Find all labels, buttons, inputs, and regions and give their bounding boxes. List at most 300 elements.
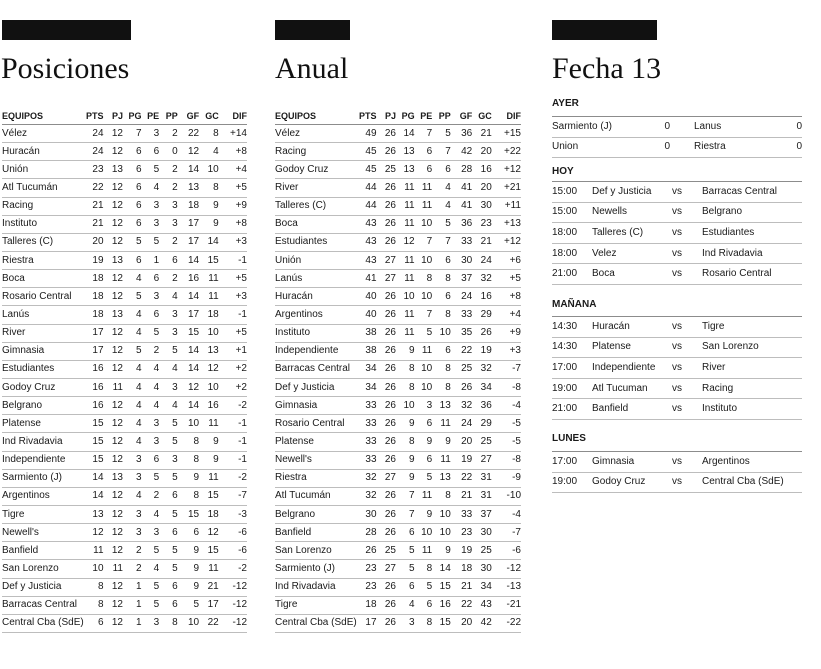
stat-cell: 4	[123, 306, 142, 324]
table-row	[275, 451, 521, 469]
stat-cell: -8	[492, 451, 521, 469]
stat-cell: 21	[84, 197, 104, 215]
vs-label: vs	[672, 358, 702, 379]
fixture-row	[552, 452, 802, 473]
stat-cell: 22	[178, 125, 199, 143]
stat-cell: 5	[142, 161, 160, 179]
stat-cell: 10	[432, 505, 451, 523]
stat-cell: 36	[451, 215, 472, 233]
table-row	[275, 542, 521, 560]
home-team: Talleres (C)	[592, 223, 672, 244]
column-header-gc: GC	[472, 108, 492, 125]
stat-cell: 6	[415, 415, 433, 433]
home-team: Boca	[592, 264, 672, 285]
stat-cell: 49	[357, 125, 377, 143]
stat-cell: 33	[451, 233, 472, 251]
ayer-results	[552, 116, 802, 158]
stat-cell: 29	[472, 306, 492, 324]
stat-cell: 21	[472, 125, 492, 143]
stat-cell: 4	[142, 360, 160, 378]
stat-cell: 26	[377, 288, 396, 306]
stat-cell: 43	[357, 215, 377, 233]
team-name: Belgrano	[2, 397, 84, 415]
stat-cell: 21	[472, 233, 492, 251]
stat-cell: 5	[123, 288, 142, 306]
home-team: Sarmiento (J)	[552, 117, 660, 138]
stat-cell: 5	[415, 578, 433, 596]
stat-cell: 3	[142, 415, 160, 433]
fixture-row	[552, 358, 802, 379]
away-team: Belgrano	[702, 202, 802, 223]
stat-cell: 25	[472, 433, 492, 451]
stat-cell: 6	[142, 143, 160, 161]
stat-cell: 5	[159, 342, 178, 360]
table-row	[275, 524, 521, 542]
stat-cell: 6	[178, 524, 199, 542]
table-row	[275, 288, 521, 306]
stat-cell: 10	[415, 251, 433, 269]
stat-cell: 5	[142, 596, 160, 614]
stat-cell: 6	[123, 143, 142, 161]
stat-cell: 5	[396, 560, 415, 578]
table-row	[275, 270, 521, 288]
team-name: Riestra	[2, 251, 84, 269]
stat-cell: -7	[219, 487, 247, 505]
table-row	[2, 614, 247, 632]
home-team: Atl Tucuman	[592, 378, 672, 399]
stat-cell: 6	[142, 306, 160, 324]
stat-cell: 16	[84, 360, 104, 378]
away-team: Central Cba (SdE)	[702, 472, 802, 493]
stat-cell: 3	[123, 451, 142, 469]
stat-cell: 30	[472, 560, 492, 578]
stat-cell: 26	[377, 342, 396, 360]
stat-cell: 11	[104, 378, 123, 396]
stat-cell: 16	[472, 161, 492, 179]
stat-cell: 4	[159, 397, 178, 415]
stat-cell: 19	[84, 251, 104, 269]
table-row	[2, 179, 247, 197]
stat-cell: 3	[142, 125, 160, 143]
stat-cell: 3	[142, 288, 160, 306]
stat-cell: 44	[357, 197, 377, 215]
away-team: Estudiantes	[702, 223, 802, 244]
stat-cell: 38	[357, 324, 377, 342]
stat-cell: 22	[451, 342, 472, 360]
stat-cell: 10	[415, 524, 433, 542]
stat-cell: 5	[123, 233, 142, 251]
team-name: Belgrano	[275, 505, 357, 523]
stat-cell: 14	[178, 342, 199, 360]
home-team: Banfield	[592, 399, 672, 420]
stat-cell: 11	[396, 306, 415, 324]
stat-cell: 26	[377, 451, 396, 469]
stat-cell: 2	[159, 161, 178, 179]
stat-cell: 11	[104, 560, 123, 578]
team-name: Boca	[275, 215, 357, 233]
team-name: Estudiantes	[2, 360, 84, 378]
stat-cell: 10	[178, 415, 199, 433]
stat-cell: 11	[396, 197, 415, 215]
stat-cell: 32	[357, 469, 377, 487]
stat-cell: 8	[432, 270, 451, 288]
home-team: Gimnasia	[592, 452, 672, 473]
anual-title: Anual	[275, 52, 349, 85]
stat-cell: 45	[357, 143, 377, 161]
stat-cell: 26	[377, 233, 396, 251]
column-header-pp: PP	[159, 108, 178, 125]
stat-cell: 6	[415, 596, 433, 614]
stat-cell: 12	[178, 143, 199, 161]
match-time: 18:00	[552, 243, 592, 264]
stat-cell: +5	[219, 179, 247, 197]
stat-cell: -9	[492, 469, 521, 487]
stat-cell: 26	[357, 542, 377, 560]
stat-cell: 12	[104, 270, 123, 288]
stat-cell: 25	[377, 542, 396, 560]
table-row	[2, 324, 247, 342]
stat-cell: 13	[396, 143, 415, 161]
stat-cell: +5	[219, 324, 247, 342]
table-row	[2, 288, 247, 306]
stat-cell: 8	[84, 578, 104, 596]
stat-cell: 28	[357, 524, 377, 542]
stat-cell: 12	[104, 197, 123, 215]
stat-cell: 4	[396, 596, 415, 614]
team-name: River	[2, 324, 84, 342]
table-row	[2, 360, 247, 378]
stat-cell: -3	[219, 505, 247, 523]
stat-cell: +2	[219, 378, 247, 396]
table-row	[275, 378, 521, 396]
table-row	[2, 378, 247, 396]
column-header-pg: PG	[123, 108, 142, 125]
stat-cell: 3	[142, 215, 160, 233]
anual-header-row	[275, 108, 521, 125]
stat-cell: 1	[123, 596, 142, 614]
stat-cell: 12	[104, 215, 123, 233]
table-row	[2, 505, 247, 523]
table-row	[275, 179, 521, 197]
table-row	[275, 125, 521, 143]
result-row	[552, 137, 802, 158]
team-name: Central Cba (SdE)	[2, 614, 84, 632]
stat-cell: 12	[396, 233, 415, 251]
table-row	[2, 469, 247, 487]
stat-cell: 4	[123, 324, 142, 342]
stat-cell: 13	[104, 251, 123, 269]
stat-cell: 17	[178, 233, 199, 251]
hoy-fixtures	[552, 181, 802, 285]
stat-cell: 7	[415, 233, 433, 251]
stat-cell: 17	[178, 215, 199, 233]
stat-cell: 15	[432, 578, 451, 596]
table-row	[275, 342, 521, 360]
stat-cell: 3	[142, 614, 160, 632]
table-row	[275, 397, 521, 415]
stat-cell: 35	[451, 324, 472, 342]
stat-cell: 16	[472, 288, 492, 306]
stat-cell: 13	[432, 397, 451, 415]
stat-cell: 13	[199, 342, 219, 360]
stat-cell: -6	[492, 542, 521, 560]
stat-cell: 6	[123, 161, 142, 179]
stat-cell: 32	[357, 487, 377, 505]
stat-cell: 11	[199, 469, 219, 487]
stat-cell: 4	[123, 270, 142, 288]
home-team: Godoy Cruz	[592, 472, 672, 493]
stat-cell: 12	[104, 360, 123, 378]
away-team: River	[702, 358, 802, 379]
stat-cell: 34	[357, 378, 377, 396]
stat-cell: 16	[199, 397, 219, 415]
fecha-title: Fecha 13	[552, 52, 662, 85]
team-name: San Lorenzo	[275, 542, 357, 560]
stat-cell: 6	[142, 451, 160, 469]
stat-cell: 12	[199, 360, 219, 378]
stat-cell: -12	[492, 560, 521, 578]
team-name: Argentinos	[275, 306, 357, 324]
stat-cell: 36	[451, 125, 472, 143]
stat-cell: -1	[219, 251, 247, 269]
team-name: Argentinos	[2, 487, 84, 505]
stat-cell: 23	[472, 215, 492, 233]
team-name: Gimnasia	[275, 397, 357, 415]
team-name: Talleres (C)	[2, 233, 84, 251]
stat-cell: +14	[219, 125, 247, 143]
stat-cell: 10	[199, 324, 219, 342]
stat-cell: 32	[451, 397, 472, 415]
stat-cell: 2	[142, 487, 160, 505]
vs-label: vs	[672, 452, 702, 473]
fixture-row	[552, 378, 802, 399]
stat-cell: 14	[178, 397, 199, 415]
stat-cell: 8	[396, 378, 415, 396]
stat-cell: 33	[357, 433, 377, 451]
stat-cell: 8	[415, 270, 433, 288]
away-team: Tigre	[702, 317, 802, 338]
stat-cell: 10	[199, 161, 219, 179]
stat-cell: 37	[451, 270, 472, 288]
table-row	[275, 469, 521, 487]
stat-cell: +6	[492, 251, 521, 269]
column-header-gf: GF	[178, 108, 199, 125]
table-row	[275, 360, 521, 378]
stat-cell: 41	[357, 270, 377, 288]
stat-cell: 18	[357, 596, 377, 614]
team-name: Instituto	[2, 215, 84, 233]
stat-cell: 23	[84, 161, 104, 179]
table-row	[2, 415, 247, 433]
stat-cell: 4	[123, 487, 142, 505]
stat-cell: 3	[159, 378, 178, 396]
stat-cell: +21	[492, 179, 521, 197]
stat-cell: 8	[178, 451, 199, 469]
stat-cell: 38	[357, 342, 377, 360]
stat-cell: 8	[432, 378, 451, 396]
stat-cell: 9	[178, 578, 199, 596]
hoy-label: HOY	[552, 166, 574, 177]
table-row	[275, 215, 521, 233]
table-row	[2, 215, 247, 233]
stat-cell: 23	[451, 524, 472, 542]
team-name: Godoy Cruz	[2, 378, 84, 396]
away-team: San Lorenzo	[702, 337, 802, 358]
stat-cell: 17	[357, 614, 377, 632]
stat-cell: 14	[178, 251, 199, 269]
team-name: Racing	[2, 197, 84, 215]
stat-cell: 9	[199, 215, 219, 233]
stat-cell: 13	[104, 306, 123, 324]
stat-cell: 9	[432, 542, 451, 560]
stat-cell: 13	[104, 469, 123, 487]
team-name: Def y Justicia	[2, 578, 84, 596]
stat-cell: 8	[159, 614, 178, 632]
stat-cell: -1	[219, 415, 247, 433]
table-row	[2, 125, 247, 143]
stat-cell: 31	[472, 487, 492, 505]
team-name: Barracas Central	[275, 360, 357, 378]
stat-cell: 12	[104, 324, 123, 342]
stat-cell: +4	[219, 161, 247, 179]
stat-cell: 45	[357, 161, 377, 179]
stat-cell: 3	[123, 469, 142, 487]
table-row	[275, 578, 521, 596]
stat-cell: 5	[142, 469, 160, 487]
fixture-row	[552, 223, 802, 244]
stat-cell: 2	[159, 179, 178, 197]
stat-cell: 9	[396, 469, 415, 487]
stat-cell: 8	[396, 360, 415, 378]
vs-label: vs	[672, 472, 702, 493]
stat-cell: 24	[84, 125, 104, 143]
stat-cell: +8	[219, 143, 247, 161]
stat-cell: 11	[199, 560, 219, 578]
team-name: Gimnasia	[2, 342, 84, 360]
stat-cell: 12	[104, 415, 123, 433]
stat-cell: 10	[415, 288, 433, 306]
stat-cell: +9	[219, 197, 247, 215]
stat-cell: 33	[451, 505, 472, 523]
away-team: Barracas Central	[702, 182, 802, 203]
stat-cell: -10	[492, 487, 521, 505]
stat-cell: 24	[472, 251, 492, 269]
home-team: Union	[552, 137, 660, 158]
stat-cell: 4	[199, 143, 219, 161]
stat-cell: 4	[123, 433, 142, 451]
stat-cell: 3	[142, 433, 160, 451]
stat-cell: 11	[432, 415, 451, 433]
stat-cell: 20	[451, 433, 472, 451]
stat-cell: 8	[415, 560, 433, 578]
stat-cell: 2	[123, 560, 142, 578]
home-team: Huracán	[592, 317, 672, 338]
column-header-pe: PE	[142, 108, 160, 125]
stat-cell: 4	[123, 415, 142, 433]
stat-cell: 5	[142, 578, 160, 596]
stat-cell: 2	[142, 342, 160, 360]
stat-cell: 7	[396, 505, 415, 523]
stat-cell: 14	[199, 233, 219, 251]
stat-cell: 5	[159, 542, 178, 560]
stat-cell: -2	[219, 397, 247, 415]
stat-cell: 1	[123, 578, 142, 596]
vs-label: vs	[672, 243, 702, 264]
stat-cell: 33	[357, 397, 377, 415]
team-name: Independiente	[2, 451, 84, 469]
stat-cell: 1	[123, 614, 142, 632]
stat-cell: 6	[159, 578, 178, 596]
stat-cell: 4	[142, 560, 160, 578]
stat-cell: 2	[159, 233, 178, 251]
stat-cell: 11	[396, 270, 415, 288]
stat-cell: 16	[432, 596, 451, 614]
stat-cell: 30	[451, 251, 472, 269]
stat-cell: 4	[142, 378, 160, 396]
away-team: Lanus	[676, 117, 794, 138]
stat-cell: 26	[377, 433, 396, 451]
stat-cell: -1	[219, 433, 247, 451]
team-name: River	[275, 179, 357, 197]
column-header-gf: GF	[451, 108, 472, 125]
stat-cell: 3	[159, 215, 178, 233]
stat-cell: -2	[219, 469, 247, 487]
stat-cell: -6	[219, 524, 247, 542]
team-name: Riestra	[275, 469, 357, 487]
stat-cell: 11	[84, 542, 104, 560]
stat-cell: 9	[178, 560, 199, 578]
away-team: Rosario Central	[702, 264, 802, 285]
stat-cell: 0	[159, 143, 178, 161]
match-time: 19:00	[552, 472, 592, 493]
posiciones-table	[2, 108, 247, 633]
table-row	[275, 614, 521, 632]
stat-cell: 26	[377, 197, 396, 215]
stat-cell: 6	[159, 251, 178, 269]
stat-cell: 7	[123, 125, 142, 143]
stat-cell: 6	[415, 451, 433, 469]
table-row	[275, 560, 521, 578]
stat-cell: 12	[104, 233, 123, 251]
stat-cell: 27	[377, 251, 396, 269]
table-row	[2, 560, 247, 578]
stat-cell: 12	[104, 487, 123, 505]
stat-cell: 24	[84, 143, 104, 161]
stat-cell: 8	[84, 596, 104, 614]
stat-cell: 12	[104, 614, 123, 632]
stat-cell: 42	[451, 143, 472, 161]
stat-cell: 12	[104, 179, 123, 197]
stat-cell: 12	[104, 505, 123, 523]
stat-cell: 9	[432, 433, 451, 451]
table-row	[2, 197, 247, 215]
stat-cell: 26	[377, 487, 396, 505]
stat-cell: 12	[104, 143, 123, 161]
manana-label: MAÑANA	[552, 299, 597, 310]
stat-cell: 19	[451, 542, 472, 560]
stat-cell: 26	[377, 397, 396, 415]
stat-cell: 14	[178, 288, 199, 306]
team-name: Ind Rivadavia	[2, 433, 84, 451]
column-header-dif: DIF	[492, 108, 521, 125]
team-name: Central Cba (SdE)	[275, 614, 357, 632]
stat-cell: 32	[472, 360, 492, 378]
vs-label: vs	[672, 337, 702, 358]
stat-cell: 6	[432, 251, 451, 269]
team-name: Vélez	[2, 125, 84, 143]
stat-cell: +3	[219, 288, 247, 306]
stat-cell: 23	[357, 560, 377, 578]
